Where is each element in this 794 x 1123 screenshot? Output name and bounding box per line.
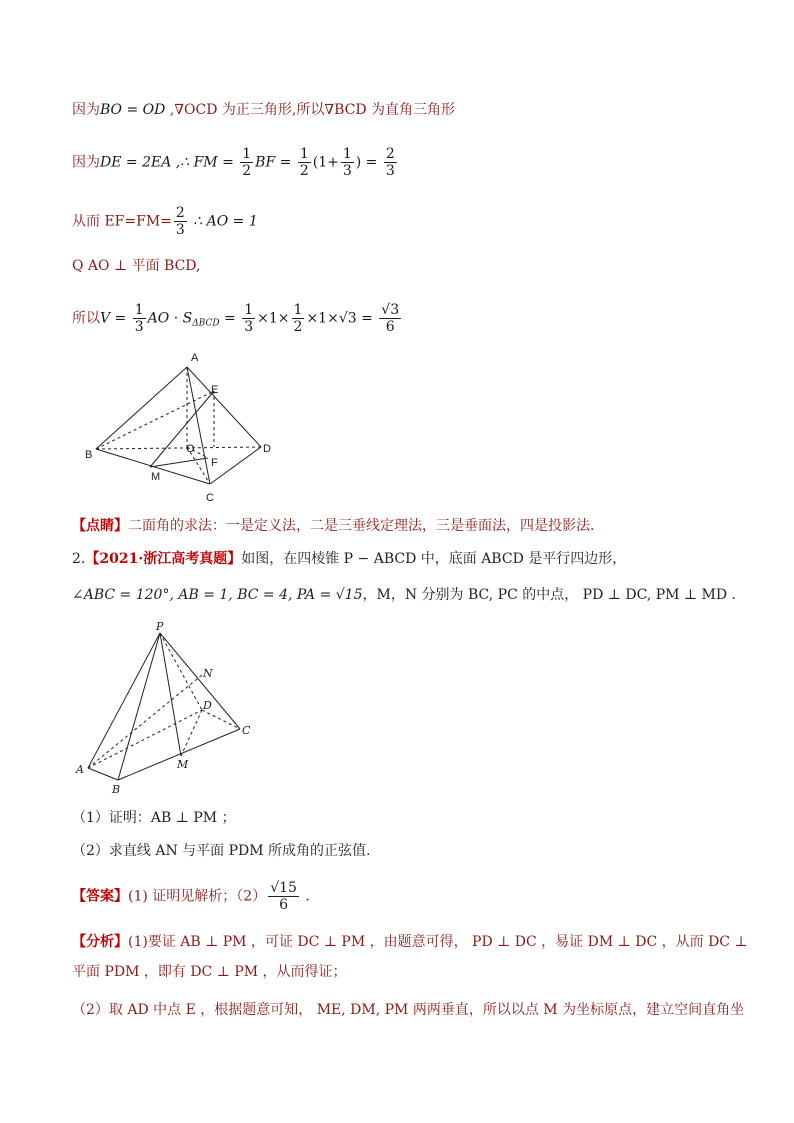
tip-tag: 【点睛】 <box>72 518 128 534</box>
fraction <box>240 146 253 179</box>
text: 所以 <box>72 310 100 327</box>
label-D: D <box>203 699 212 712</box>
fraction <box>174 205 187 238</box>
text: ,∇OCD 为正三角形,所以∇BCD 为直角三角形 <box>165 102 456 118</box>
problem-conditions: ∠ABC = 120°, AB = 1, BC = 4, PA = √15 <box>72 587 363 603</box>
answer-text: (1) 证明见解析；（2） <box>128 888 267 905</box>
fraction <box>292 302 305 335</box>
analysis-line-2: 平面 PDM ，即有 DC ⊥ PM ，从而得证； <box>72 964 347 980</box>
equation: BO = OD <box>100 102 166 118</box>
denominator: 2 <box>299 163 309 179</box>
text: 因为 <box>72 102 100 118</box>
label-E: E <box>211 384 219 396</box>
analysis-line-3: （2）取 AD 中点 E ，根据题意可知， ME, DM, PM 两两垂直，所以以点 M 为坐标原点，建立空间直角坐 <box>72 1002 745 1018</box>
label-B: B <box>112 783 121 796</box>
answer-line <box>72 880 310 913</box>
question-2: （2）求直线 AN 与平面 PDM 所成角的正弦值. <box>72 843 371 859</box>
denominator: 3 <box>134 319 144 335</box>
denominator: 3 <box>342 163 352 179</box>
denominator: 2 <box>242 163 252 179</box>
analysis-tag: 【分析】 <box>72 934 128 950</box>
label-M: M <box>151 471 161 483</box>
equation: ∴ AO = 1 <box>188 213 258 230</box>
label-N: N <box>203 667 213 680</box>
figure-2-pyramid <box>70 618 270 798</box>
denominator: 3 <box>385 163 395 179</box>
equation: ,∴ FM = <box>171 154 239 171</box>
equation: = <box>219 310 241 327</box>
numerator: 1 <box>299 146 309 162</box>
equation: ) = <box>355 154 382 171</box>
tip-text: 二面角的求法：一是定义法，二是三垂线定理法，三是垂面法，四是投影法. <box>128 518 595 534</box>
answer-tag: 【答案】 <box>72 888 128 905</box>
problem-number: 2. <box>72 551 86 567</box>
numerator: √15 <box>270 880 297 896</box>
label-A: A <box>191 352 199 364</box>
fraction <box>341 146 354 179</box>
question-1: （1）证明：AB ⊥ PM ； <box>72 810 236 826</box>
numerator: √3 <box>381 302 400 318</box>
analysis-text: (1)要证 AB ⊥ PM ，可证 DC ⊥ PM ，由题意可得， PD ⊥ DC ，易证 DM ⊥ DC ，从而 DC ⊥ <box>128 934 748 950</box>
fraction <box>133 302 146 335</box>
solution-line-5 <box>72 302 403 335</box>
equation: V = <box>100 310 131 327</box>
fraction <box>298 146 311 179</box>
equation: (1+ <box>312 154 339 171</box>
fraction <box>379 302 401 335</box>
label-F: F <box>211 457 218 469</box>
solution-line-1 <box>72 100 455 120</box>
numerator: 1 <box>242 146 252 162</box>
problem-text: 如图，在四棱锥 P − ABCD 中，底面 ABCD 是平行四边形， <box>241 551 627 567</box>
text: 从而 EF=FM= <box>72 213 172 230</box>
subscript: ΔBCD <box>192 318 220 329</box>
equation: ×1×√3 = <box>306 310 378 327</box>
problem-source: 【2021·浙江高考真题】 <box>85 551 242 567</box>
numerator: 2 <box>175 205 185 221</box>
numerator: 1 <box>342 146 352 162</box>
label-P: P <box>156 620 164 633</box>
denominator: 2 <box>293 319 303 335</box>
equation: AO · S <box>147 310 193 327</box>
tip-line <box>72 516 594 536</box>
fraction <box>242 302 255 335</box>
denominator: 6 <box>385 319 395 335</box>
label-M: M <box>177 758 189 771</box>
label-C: C <box>206 492 214 504</box>
problem-2-line-1 <box>72 549 626 569</box>
label-O: O <box>186 443 195 455</box>
numerator: 2 <box>385 146 395 162</box>
equation: BF = <box>255 154 296 171</box>
analysis-line-1 <box>72 932 748 952</box>
fraction <box>268 880 299 913</box>
denominator: 3 <box>175 222 185 238</box>
equation: ×1× <box>257 310 290 327</box>
text: . <box>300 888 310 905</box>
label-B: B <box>85 449 93 461</box>
solution-line-4: Q AO ⊥ 平面 BCD, <box>72 258 201 274</box>
text: 因为 <box>72 154 100 171</box>
solution-line-2 <box>72 146 399 179</box>
label-A: A <box>76 763 84 776</box>
solution-line-3 <box>72 205 258 238</box>
numerator: 1 <box>244 302 254 318</box>
denominator: 3 <box>244 319 254 335</box>
numerator: 1 <box>134 302 144 318</box>
numerator: 1 <box>293 302 303 318</box>
problem-2-line-2 <box>72 585 736 605</box>
label-D: D <box>263 443 271 455</box>
problem-text: ，M，N 分别为 BC, PC 的中点， PD ⊥ DC, PM ⊥ MD . <box>362 587 737 603</box>
denominator: 6 <box>279 897 289 913</box>
figure-1-tetrahedron <box>80 345 290 510</box>
label-C: C <box>242 724 251 737</box>
equation: DE = 2EA <box>100 154 172 171</box>
fraction <box>384 146 397 179</box>
